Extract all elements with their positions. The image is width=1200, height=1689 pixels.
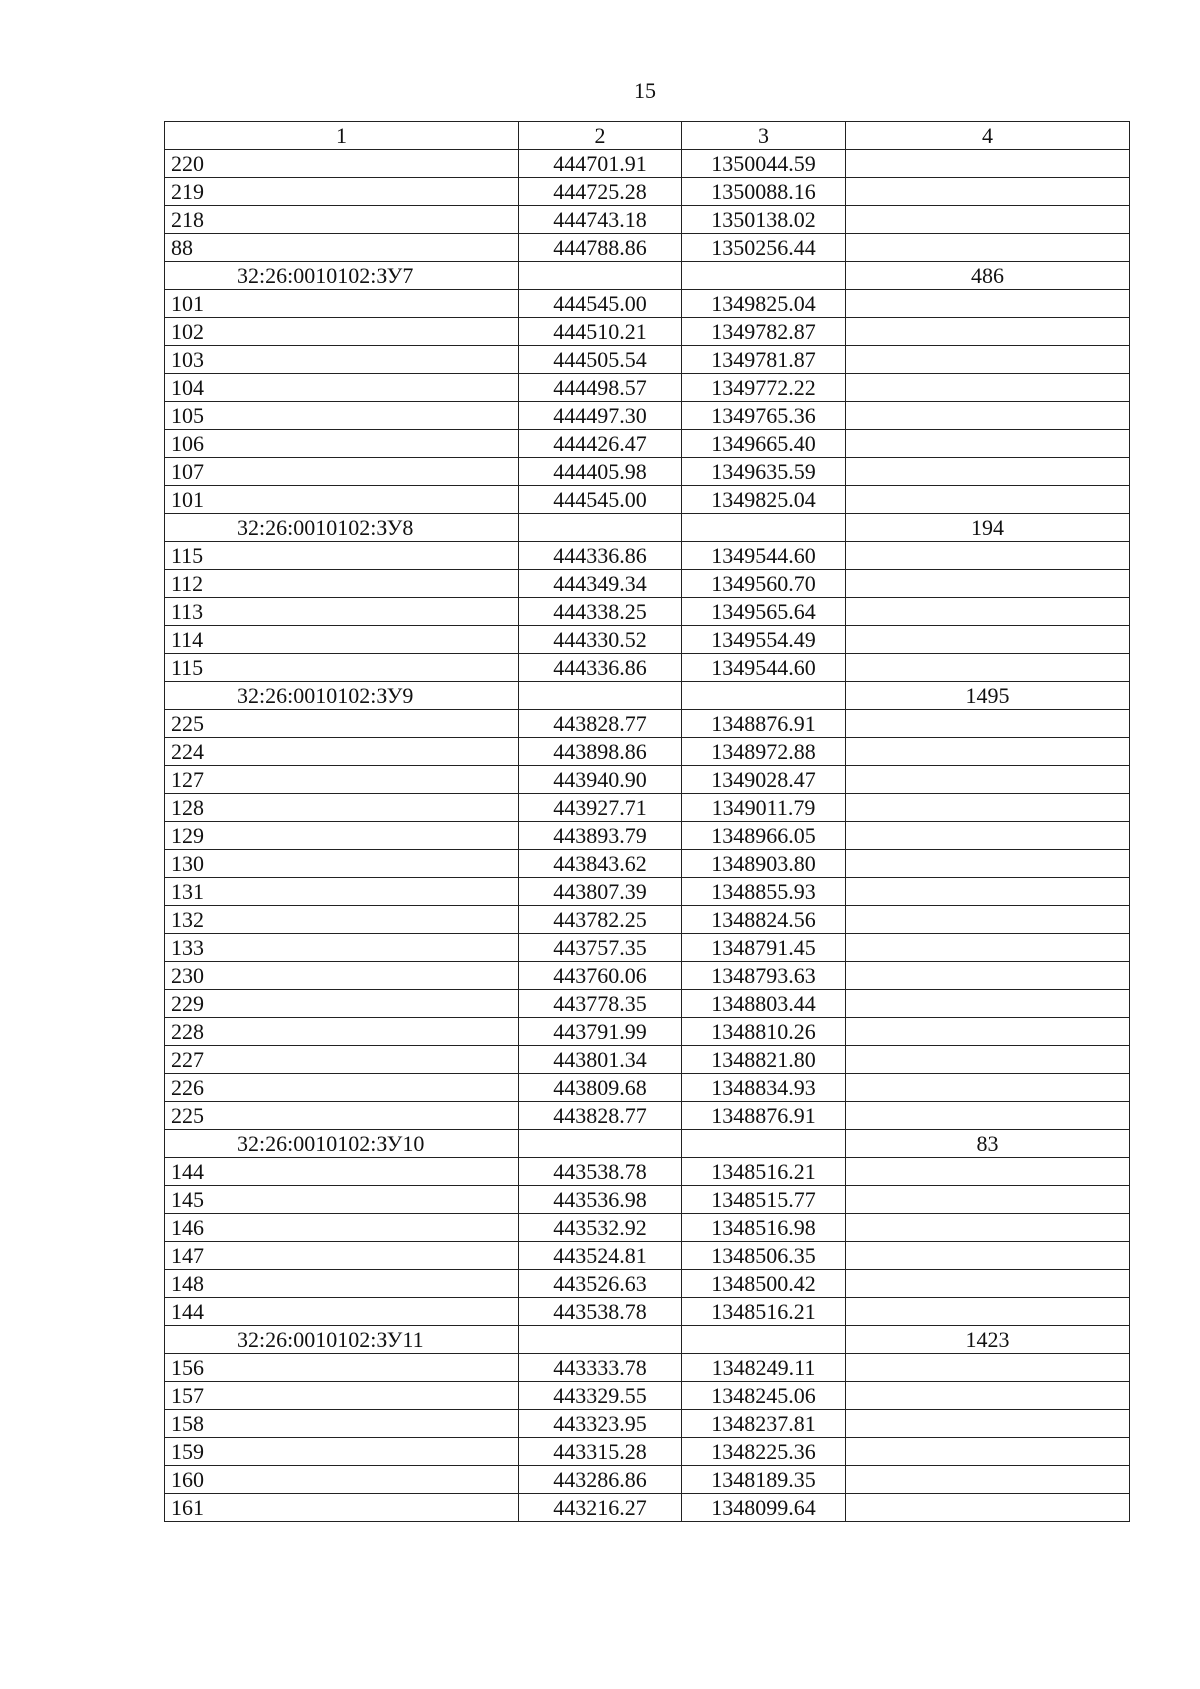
point-number: 127 (165, 766, 519, 794)
empty-cell (846, 486, 1130, 514)
empty-cell (846, 570, 1130, 598)
point-row (165, 1382, 1130, 1410)
empty-cell (846, 738, 1130, 766)
point-number: 103 (165, 346, 519, 374)
empty-cell (846, 710, 1130, 738)
point-number: 132 (165, 906, 519, 934)
empty-cell (682, 514, 846, 542)
point-row (165, 1354, 1130, 1382)
point-row (165, 430, 1130, 458)
coordinate-x: 443940.90 (519, 766, 682, 794)
point-row (165, 906, 1130, 934)
parcel-area: 1495 (846, 682, 1130, 710)
point-number: 112 (165, 570, 519, 598)
point-number: 88 (165, 234, 519, 262)
empty-cell (846, 878, 1130, 906)
parcel-cadastral-number: 32:26:0010102:ЗУ9 (165, 682, 519, 710)
coordinate-x: 443538.78 (519, 1298, 682, 1326)
point-number: 147 (165, 1242, 519, 1270)
empty-cell (846, 178, 1130, 206)
coordinate-y: 1348500.42 (682, 1270, 846, 1298)
coordinate-y: 1350088.16 (682, 178, 846, 206)
coordinate-x: 443828.77 (519, 710, 682, 738)
empty-cell (846, 1214, 1130, 1242)
coordinate-x: 443782.25 (519, 906, 682, 934)
coordinate-y: 1349765.36 (682, 402, 846, 430)
coordinate-x: 443323.95 (519, 1410, 682, 1438)
empty-cell (846, 1354, 1130, 1382)
point-number: 229 (165, 990, 519, 1018)
empty-cell (846, 1410, 1130, 1438)
coordinate-y: 1350256.44 (682, 234, 846, 262)
point-row (165, 1410, 1130, 1438)
coordinate-x: 444338.25 (519, 598, 682, 626)
point-number: 225 (165, 1102, 519, 1130)
point-row (165, 374, 1130, 402)
point-row (165, 1494, 1130, 1522)
coordinate-y: 1348516.21 (682, 1158, 846, 1186)
coordinate-y: 1348821.80 (682, 1046, 846, 1074)
point-number: 225 (165, 710, 519, 738)
empty-cell (846, 934, 1130, 962)
point-number: 106 (165, 430, 519, 458)
point-row (165, 206, 1130, 234)
coordinate-y: 1348824.56 (682, 906, 846, 934)
point-row (165, 458, 1130, 486)
empty-cell (846, 1018, 1130, 1046)
point-number: 131 (165, 878, 519, 906)
empty-cell (846, 1382, 1130, 1410)
coordinate-x: 443828.77 (519, 1102, 682, 1130)
point-row (165, 738, 1130, 766)
point-number: 219 (165, 178, 519, 206)
point-number: 228 (165, 1018, 519, 1046)
point-row (165, 234, 1130, 262)
empty-cell (846, 1074, 1130, 1102)
coordinate-x: 443538.78 (519, 1158, 682, 1186)
point-number: 105 (165, 402, 519, 430)
point-number: 104 (165, 374, 519, 402)
coordinate-y: 1349825.04 (682, 486, 846, 514)
coordinate-x: 443532.92 (519, 1214, 682, 1242)
point-row (165, 822, 1130, 850)
point-row (165, 1242, 1130, 1270)
point-number: 114 (165, 626, 519, 654)
empty-cell (846, 598, 1130, 626)
coordinate-y: 1349544.60 (682, 542, 846, 570)
coordinate-x: 443807.39 (519, 878, 682, 906)
point-row (165, 934, 1130, 962)
parcel-row (165, 1326, 1130, 1354)
coordinate-y: 1348516.98 (682, 1214, 846, 1242)
coordinate-y: 1349544.60 (682, 654, 846, 682)
coordinate-x: 444788.86 (519, 234, 682, 262)
coordinate-y: 1348803.44 (682, 990, 846, 1018)
point-number: 101 (165, 486, 519, 514)
point-row (165, 1466, 1130, 1494)
coordinate-y: 1349560.70 (682, 570, 846, 598)
point-row (165, 1438, 1130, 1466)
point-row (165, 1018, 1130, 1046)
point-number: 146 (165, 1214, 519, 1242)
coordinate-x: 444725.28 (519, 178, 682, 206)
point-row (165, 654, 1130, 682)
empty-cell (846, 374, 1130, 402)
coordinate-y: 1348972.88 (682, 738, 846, 766)
empty-cell (846, 458, 1130, 486)
point-number: 115 (165, 542, 519, 570)
empty-cell (682, 1130, 846, 1158)
point-row (165, 570, 1130, 598)
coordinate-x: 443757.35 (519, 934, 682, 962)
coordinate-x: 443329.55 (519, 1382, 682, 1410)
point-row (165, 1270, 1130, 1298)
coordinate-y: 1348189.35 (682, 1466, 846, 1494)
coordinate-y: 1349825.04 (682, 290, 846, 318)
point-row (165, 962, 1130, 990)
empty-cell (846, 794, 1130, 822)
coordinate-x: 444545.00 (519, 290, 682, 318)
coordinate-x: 443216.27 (519, 1494, 682, 1522)
parcel-area: 1423 (846, 1326, 1130, 1354)
point-row (165, 766, 1130, 794)
point-row (165, 1102, 1130, 1130)
coordinates-table-body (165, 122, 1130, 1522)
point-number: 230 (165, 962, 519, 990)
empty-cell (682, 1326, 846, 1354)
point-number: 129 (165, 822, 519, 850)
point-number: 220 (165, 150, 519, 178)
point-number: 158 (165, 1410, 519, 1438)
coordinate-y: 1348506.35 (682, 1242, 846, 1270)
coordinate-x: 443791.99 (519, 1018, 682, 1046)
parcel-cadastral-number: 32:26:0010102:ЗУ11 (165, 1326, 519, 1354)
empty-cell (846, 626, 1130, 654)
coordinate-x: 444349.34 (519, 570, 682, 598)
parcel-row (165, 682, 1130, 710)
empty-cell (846, 1438, 1130, 1466)
point-number: 144 (165, 1298, 519, 1326)
point-number: 115 (165, 654, 519, 682)
coordinate-y: 1349554.49 (682, 626, 846, 654)
coordinates-table (164, 121, 1130, 1522)
coordinate-x: 443315.28 (519, 1438, 682, 1466)
empty-cell (846, 906, 1130, 934)
coordinate-y: 1348876.91 (682, 1102, 846, 1130)
point-row (165, 1046, 1130, 1074)
point-row (165, 1298, 1130, 1326)
point-row (165, 402, 1130, 430)
coordinate-y: 1349028.47 (682, 766, 846, 794)
coordinate-y: 1348515.77 (682, 1186, 846, 1214)
point-number: 226 (165, 1074, 519, 1102)
empty-cell (846, 150, 1130, 178)
empty-cell (519, 514, 682, 542)
point-row (165, 178, 1130, 206)
point-row (165, 486, 1130, 514)
coordinate-x: 443333.78 (519, 1354, 682, 1382)
point-number: 145 (165, 1186, 519, 1214)
point-number: 157 (165, 1382, 519, 1410)
parcel-cadastral-number: 32:26:0010102:ЗУ10 (165, 1130, 519, 1158)
column-header: 4 (846, 122, 1130, 150)
point-number: 113 (165, 598, 519, 626)
coordinate-y: 1348099.64 (682, 1494, 846, 1522)
empty-cell (846, 1046, 1130, 1074)
empty-cell (846, 1102, 1130, 1130)
coordinate-y: 1350044.59 (682, 150, 846, 178)
coordinate-x: 444545.00 (519, 486, 682, 514)
parcel-row (165, 262, 1130, 290)
coordinate-x: 444336.86 (519, 542, 682, 570)
point-row (165, 290, 1130, 318)
parcel-area: 486 (846, 262, 1130, 290)
point-row (165, 990, 1130, 1018)
coordinate-y: 1348876.91 (682, 710, 846, 738)
coordinate-x: 443801.34 (519, 1046, 682, 1074)
coordinate-y: 1348225.36 (682, 1438, 846, 1466)
point-number: 102 (165, 318, 519, 346)
point-number: 144 (165, 1158, 519, 1186)
point-row (165, 850, 1130, 878)
empty-cell (846, 822, 1130, 850)
empty-cell (846, 346, 1130, 374)
column-header-row (165, 122, 1130, 150)
column-header: 1 (165, 122, 519, 150)
point-number: 159 (165, 1438, 519, 1466)
coordinate-x: 444743.18 (519, 206, 682, 234)
coordinate-y: 1348966.05 (682, 822, 846, 850)
coordinate-y: 1349772.22 (682, 374, 846, 402)
point-row (165, 150, 1130, 178)
empty-cell (846, 1270, 1130, 1298)
point-row (165, 1186, 1130, 1214)
coordinate-x: 444336.86 (519, 654, 682, 682)
column-header: 2 (519, 122, 682, 150)
point-number: 161 (165, 1494, 519, 1522)
parcel-area: 83 (846, 1130, 1130, 1158)
coordinate-x: 443809.68 (519, 1074, 682, 1102)
coordinate-x: 444701.91 (519, 150, 682, 178)
coordinate-y: 1348516.21 (682, 1298, 846, 1326)
coordinate-x: 444497.30 (519, 402, 682, 430)
parcel-row (165, 1130, 1130, 1158)
coordinate-y: 1349665.40 (682, 430, 846, 458)
parcel-cadastral-number: 32:26:0010102:ЗУ8 (165, 514, 519, 542)
coordinate-y: 1348855.93 (682, 878, 846, 906)
empty-cell (846, 1242, 1130, 1270)
empty-cell (846, 766, 1130, 794)
empty-cell (846, 402, 1130, 430)
point-number: 148 (165, 1270, 519, 1298)
coordinate-x: 444405.98 (519, 458, 682, 486)
column-header: 3 (682, 122, 846, 150)
point-number: 128 (165, 794, 519, 822)
empty-cell (846, 962, 1130, 990)
empty-cell (846, 1466, 1130, 1494)
point-number: 101 (165, 290, 519, 318)
empty-cell (846, 318, 1130, 346)
parcel-row (165, 514, 1130, 542)
page-number: 15 (634, 78, 656, 103)
empty-cell (846, 234, 1130, 262)
point-number: 130 (165, 850, 519, 878)
empty-cell (519, 1326, 682, 1354)
empty-cell (846, 290, 1130, 318)
point-number: 133 (165, 934, 519, 962)
coordinate-y: 1348245.06 (682, 1382, 846, 1410)
empty-cell (846, 654, 1130, 682)
empty-cell (846, 1186, 1130, 1214)
empty-cell (682, 682, 846, 710)
coordinate-x: 443524.81 (519, 1242, 682, 1270)
coordinate-x: 444426.47 (519, 430, 682, 458)
coordinate-x: 443778.35 (519, 990, 682, 1018)
parcel-cadastral-number: 32:26:0010102:ЗУ7 (165, 262, 519, 290)
coordinate-x: 444498.57 (519, 374, 682, 402)
coordinate-x: 444505.54 (519, 346, 682, 374)
empty-cell (846, 1494, 1130, 1522)
coordinate-x: 444330.52 (519, 626, 682, 654)
coordinate-y: 1348249.11 (682, 1354, 846, 1382)
point-number: 107 (165, 458, 519, 486)
empty-cell (846, 542, 1130, 570)
coordinate-y: 1349782.87 (682, 318, 846, 346)
point-row (165, 598, 1130, 626)
point-row (165, 626, 1130, 654)
empty-cell (846, 850, 1130, 878)
coordinate-x: 443526.63 (519, 1270, 682, 1298)
point-row (165, 346, 1130, 374)
coordinate-y: 1348237.81 (682, 1410, 846, 1438)
coordinate-x: 443843.62 (519, 850, 682, 878)
empty-cell (519, 1130, 682, 1158)
point-row (165, 1214, 1130, 1242)
coordinate-y: 1349635.59 (682, 458, 846, 486)
empty-cell (682, 262, 846, 290)
empty-cell (519, 262, 682, 290)
coordinate-x: 444510.21 (519, 318, 682, 346)
point-number: 227 (165, 1046, 519, 1074)
empty-cell (846, 430, 1130, 458)
point-row (165, 542, 1130, 570)
coordinate-x: 443927.71 (519, 794, 682, 822)
coordinate-y: 1348810.26 (682, 1018, 846, 1046)
empty-cell (846, 990, 1130, 1018)
coordinate-x: 443893.79 (519, 822, 682, 850)
parcel-area: 194 (846, 514, 1130, 542)
coordinate-x: 443536.98 (519, 1186, 682, 1214)
coordinate-x: 443898.86 (519, 738, 682, 766)
point-row (165, 1074, 1130, 1102)
point-row (165, 710, 1130, 738)
point-row (165, 878, 1130, 906)
point-row (165, 794, 1130, 822)
empty-cell (846, 1298, 1130, 1326)
coordinate-y: 1349781.87 (682, 346, 846, 374)
coordinate-y: 1349565.64 (682, 598, 846, 626)
coordinate-y: 1348793.63 (682, 962, 846, 990)
empty-cell (846, 206, 1130, 234)
point-row (165, 1158, 1130, 1186)
coordinate-y: 1348834.93 (682, 1074, 846, 1102)
point-row (165, 318, 1130, 346)
empty-cell (519, 682, 682, 710)
empty-cell (846, 1158, 1130, 1186)
point-number: 160 (165, 1466, 519, 1494)
coordinate-y: 1348903.80 (682, 850, 846, 878)
coordinate-y: 1349011.79 (682, 794, 846, 822)
point-number: 156 (165, 1354, 519, 1382)
coordinate-x: 443286.86 (519, 1466, 682, 1494)
coordinate-y: 1350138.02 (682, 206, 846, 234)
point-number: 224 (165, 738, 519, 766)
coordinate-x: 443760.06 (519, 962, 682, 990)
coordinate-y: 1348791.45 (682, 934, 846, 962)
point-number: 218 (165, 206, 519, 234)
